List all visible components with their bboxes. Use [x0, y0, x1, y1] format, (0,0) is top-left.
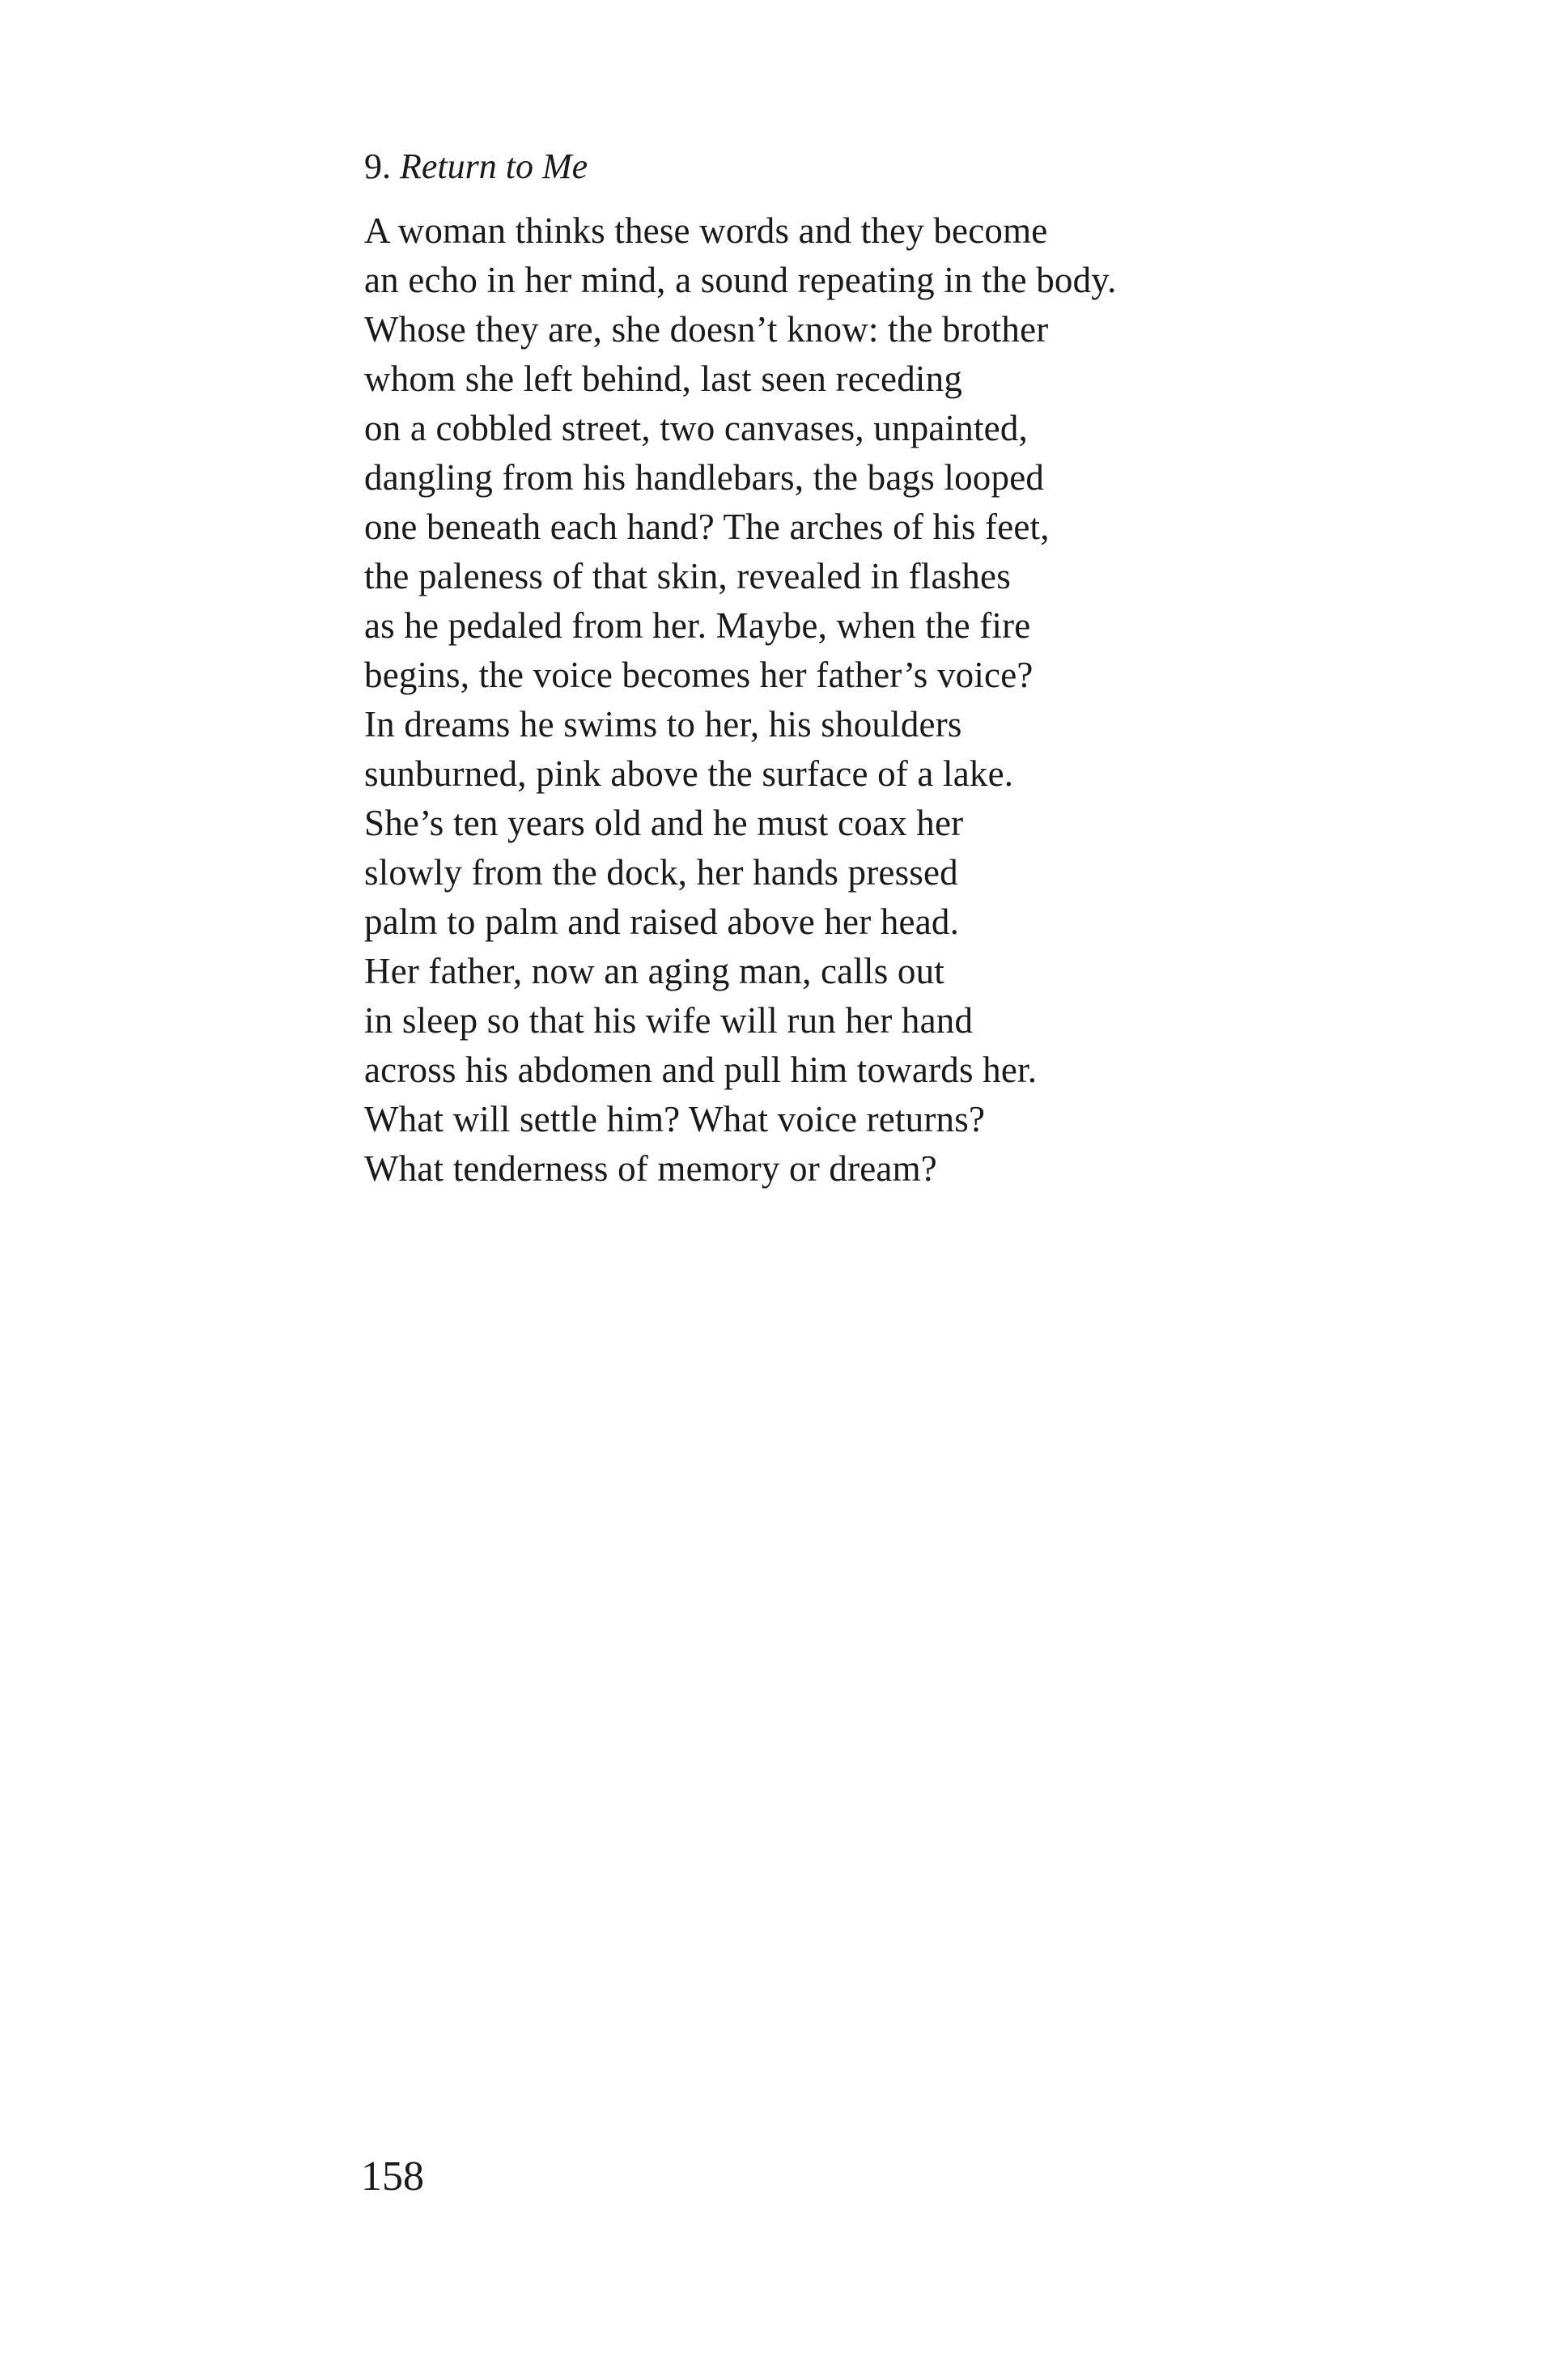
poem-heading: [364, 142, 588, 191]
poem-line: What tenderness of memory or dream?: [364, 1148, 937, 1189]
poem-line: sunburned, pink above the surface of a lake.: [364, 753, 1014, 794]
poem-line: whom she left behind, last seen receding: [364, 358, 963, 399]
poem-line: the paleness of that skin, revealed in flashes: [364, 556, 1011, 596]
poem-line: palm to palm and raised above her head.: [364, 902, 960, 942]
poem-line: slowly from the dock, her hands pressed: [364, 852, 958, 893]
poem-line: one beneath each hand? The arches of his feet,: [364, 507, 1050, 547]
poem-line: in sleep so that his wife will run her hand: [364, 1000, 974, 1041]
poem-line: begins, the voice becomes her father’s voice?: [364, 655, 1034, 695]
poem-number: 9.: [364, 146, 391, 186]
poem-line: In dreams he swims to her, his shoulders: [364, 704, 962, 745]
poem-line: She’s ten years old and he must coax her: [364, 803, 964, 843]
poem-line: Whose they are, she doesn’t know: the brother: [364, 309, 1049, 350]
poem-line: Her father, now an aging man, calls out: [364, 951, 945, 991]
poem-line: What will settle him? What voice returns?: [364, 1099, 986, 1139]
poem-line: on a cobbled street, two canvases, unpainted,: [364, 408, 1028, 448]
poem-body: [364, 206, 1335, 1194]
poem-line: as he pedaled from her. Maybe, when the fire: [364, 605, 1031, 646]
poem-line: A woman thinks these words and they become: [364, 210, 1048, 251]
poem-line: across his abdomen and pull him towards her.: [364, 1050, 1038, 1090]
poem-title: Return to Me: [400, 146, 588, 186]
poem-line: an echo in her mind, a sound repeating in the body.: [364, 260, 1117, 300]
page-number: 158: [361, 2153, 424, 2200]
poem-line: dangling from his handlebars, the bags looped: [364, 457, 1045, 498]
